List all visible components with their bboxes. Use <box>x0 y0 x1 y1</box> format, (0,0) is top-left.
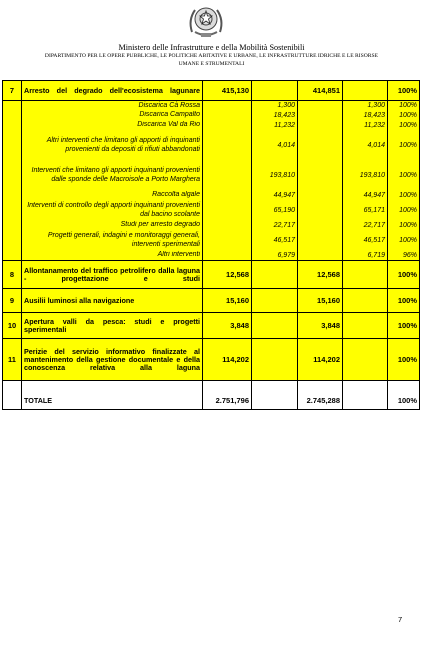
allocated-detail: 65,190 <box>252 201 298 221</box>
percentage: 100% <box>388 289 420 313</box>
total-percentage: 100% <box>388 393 420 409</box>
percentage: 100% <box>388 261 420 289</box>
committed-value: 414,851 <box>298 81 343 101</box>
allocated-detail: 4,014 <box>252 131 298 161</box>
allocated-detail: 46,517 <box>252 231 298 251</box>
total-committed: 2.745,288 <box>298 393 343 409</box>
total-label: TOTALE <box>22 393 203 409</box>
table-row <box>3 111 420 121</box>
row-description: Perizie del servizio informativo finalizzate al mantenimento della gestione documentale e della conoscenza relativa alla laguna <box>22 339 203 381</box>
committed-detail <box>343 81 388 101</box>
row-description: Apertura valli da pesca: studi e progetti sperimentali <box>22 313 203 339</box>
department-title <box>4 53 419 68</box>
percentage: 100% <box>388 221 420 231</box>
total-allocated: 2.751,796 <box>203 393 252 409</box>
table-row <box>3 251 420 261</box>
allocated-value: 3,848 <box>203 313 252 339</box>
funding-table <box>2 80 420 410</box>
sub-description: Interventi di controllo degli apporti inquinanti provenienti dal bacino scolante <box>22 201 203 221</box>
row-number: 7 <box>3 81 22 101</box>
allocated-value: 15,160 <box>203 289 252 313</box>
sub-description: Interventi che limitano gli apporti inquinanti provenienti dalle sponde delle Macroisole a Porto Marghera <box>22 161 203 191</box>
row-description: Arresto del degrado dell'ecosistema lagunare <box>22 81 203 101</box>
table-row <box>3 339 420 381</box>
percentage: 100% <box>388 121 420 131</box>
allocated-value: 415,130 <box>203 81 252 101</box>
table-row <box>3 101 420 111</box>
percentage: 100% <box>388 101 420 111</box>
sub-description: Raccolta algale <box>22 191 203 201</box>
committed-detail: 46,517 <box>343 231 388 251</box>
sub-description: Studi per arresto degrado <box>22 221 203 231</box>
committed-value: 12,568 <box>298 261 343 289</box>
sub-description: Altri interventi <box>22 251 203 261</box>
department-line-1: DIPARTIMENTO PER LE OPERE PUBBLICHE, LE POLITICHE ABITATIVE E URBANE, LE INFRASTRUTTURE IDRICHE E LE RISORSE <box>44 53 379 59</box>
row-number: 8 <box>3 261 22 289</box>
committed-detail: 22,717 <box>343 221 388 231</box>
table-row <box>3 201 420 221</box>
table-row <box>3 313 420 339</box>
ministry-title: Ministero delle Infrastrutture e della Mobilità Sostenibili <box>118 43 305 52</box>
committed-value: 3,848 <box>298 313 343 339</box>
committed-detail: 11,232 <box>343 121 388 131</box>
committed-detail: 4,014 <box>343 131 388 161</box>
table-spacer <box>3 381 420 394</box>
row-number: 10 <box>3 313 22 339</box>
percentage: 100% <box>388 111 420 121</box>
percentage: 96% <box>388 251 420 261</box>
committed-detail: 1,300 <box>343 101 388 111</box>
row-number: 11 <box>3 339 22 381</box>
sub-description: Discarica Cà Rossa <box>22 101 203 111</box>
allocated-value: 114,202 <box>203 339 252 381</box>
allocated-detail: 6,979 <box>252 251 298 261</box>
percentage: 100% <box>388 339 420 381</box>
allocated-detail: 44,947 <box>252 191 298 201</box>
allocated-detail <box>252 81 298 101</box>
percentage: 100% <box>388 81 420 101</box>
table-row <box>3 121 420 131</box>
committed-detail: 6,719 <box>343 251 388 261</box>
row-description: Ausilii luminosi alla navigazione <box>22 289 203 313</box>
row-description: Allontanamento del traffico petrolifero dalla laguna - progettazione e studi <box>22 261 203 289</box>
table-row <box>3 161 420 191</box>
sub-description: Altri interventi che limitano gli apporti di inquinanti provenienti da depositi di rifiuti abbandonati <box>22 131 203 161</box>
percentage: 100% <box>388 191 420 201</box>
table-row <box>3 289 420 313</box>
allocated-detail: 22,717 <box>252 221 298 231</box>
allocated-detail: 11,232 <box>252 121 298 131</box>
department-line-2: UMANE E STRUMENTALI <box>178 60 245 67</box>
row-number: 9 <box>3 289 22 313</box>
table-row <box>3 231 420 251</box>
percentage: 100% <box>388 201 420 221</box>
table-row <box>3 131 420 161</box>
allocated-detail: 1,300 <box>252 101 298 111</box>
committed-value: 114,202 <box>298 339 343 381</box>
committed-value: 15,160 <box>298 289 343 313</box>
allocated-detail: 18,423 <box>252 111 298 121</box>
sub-description: Discarica Val da Rio <box>22 121 203 131</box>
sub-description: Progetti generali, indagini e monitoraggi generali, interventi sperimentali <box>22 231 203 251</box>
funding-table-container <box>2 80 419 410</box>
percentage: 100% <box>388 313 420 339</box>
percentage: 100% <box>388 161 420 191</box>
allocated-detail: 193,810 <box>252 161 298 191</box>
page-number: 7 <box>398 615 403 624</box>
percentage: 100% <box>388 131 420 161</box>
committed-detail: 18,423 <box>343 111 388 121</box>
total-row <box>3 393 420 409</box>
sub-description: Discarica Campalto <box>22 111 203 121</box>
allocated-value: 12,568 <box>203 261 252 289</box>
table-row <box>3 191 420 201</box>
table-row <box>3 221 420 231</box>
committed-detail: 44,947 <box>343 191 388 201</box>
table-row <box>3 81 420 101</box>
committed-detail: 193,810 <box>343 161 388 191</box>
percentage: 100% <box>388 231 420 251</box>
committed-detail: 65,171 <box>343 201 388 221</box>
italian-republic-emblem-icon <box>186 2 226 40</box>
table-row <box>3 261 420 289</box>
